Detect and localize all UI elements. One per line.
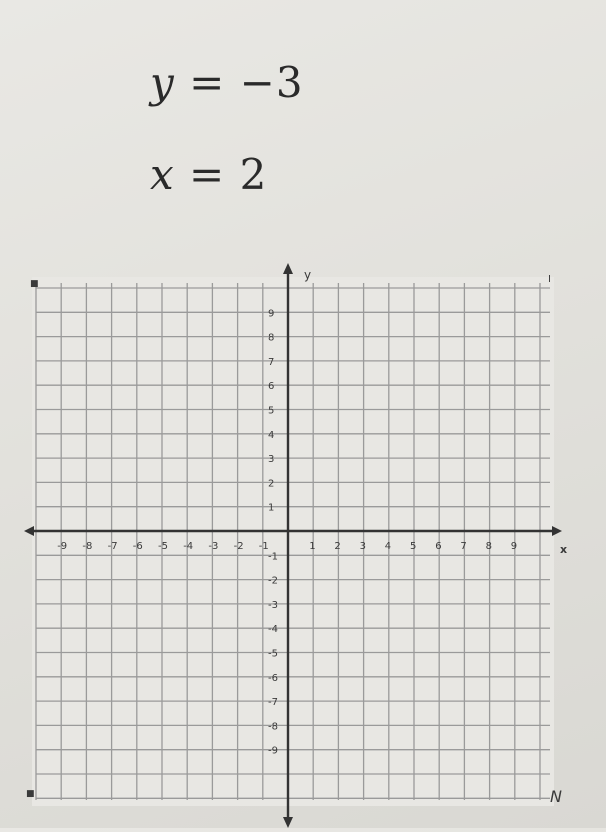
x-tick-label: -8 xyxy=(82,541,93,552)
y-tick-label: -1 xyxy=(268,551,278,563)
y-tick-label: 2 xyxy=(268,478,275,490)
x-tick-label: 6 xyxy=(435,541,442,552)
y-tick-label: -6 xyxy=(268,672,278,684)
y-axis-label: y xyxy=(304,268,312,282)
x-tick-label: -4 xyxy=(183,541,194,552)
x-tick-label: 7 xyxy=(460,541,467,552)
x-tick-label: -9 xyxy=(57,541,68,552)
margin-mark-bottom-left: ■ xyxy=(26,789,35,799)
x-tick-label: 3 xyxy=(359,541,366,552)
y-tick-label: 1 xyxy=(268,502,275,514)
y-tick-label: 4 xyxy=(268,429,275,441)
x-tick-label: 8 xyxy=(485,541,492,552)
x-tick-label: -1 xyxy=(258,541,269,552)
x-tick-label: -7 xyxy=(107,541,118,552)
y-tick-label: 3 xyxy=(268,454,275,466)
x-axis-arrow-right xyxy=(552,526,562,536)
y-tick-label: -4 xyxy=(268,624,278,636)
x-axis-label: x xyxy=(560,543,568,556)
equation-x-value: 2 xyxy=(239,150,268,199)
y-tick-label: -3 xyxy=(268,599,278,611)
equation-y-op: = xyxy=(189,58,226,107)
x-axis-arrow-left xyxy=(24,526,34,536)
x-tick-label: -5 xyxy=(158,541,168,552)
y-tick-label: -8 xyxy=(268,721,278,733)
x-tick-label: 9 xyxy=(510,541,518,552)
x-tick-label: -2 xyxy=(233,541,244,552)
equation-x-var: x xyxy=(150,150,175,199)
y-tick-label: 6 xyxy=(268,381,275,393)
equation-y-value: −3 xyxy=(239,58,304,107)
y-tick-label: 5 xyxy=(268,405,275,417)
y-axis-arrow-up xyxy=(283,263,293,274)
margin-mark-top-right: I xyxy=(548,274,551,285)
x-tick-label: -3 xyxy=(208,541,219,552)
y-tick-label: -9 xyxy=(268,745,278,757)
y-tick-label: -7 xyxy=(268,697,278,709)
equation-y-var: y xyxy=(150,58,175,107)
y-axis-arrow-down xyxy=(283,817,293,828)
x-tick-label: 5 xyxy=(410,541,417,552)
y-tick-label: 8 xyxy=(268,332,275,344)
equation-x-op: = xyxy=(189,150,226,199)
x-tick-label: 1 xyxy=(309,541,316,552)
margin-mark-top-left: ■ xyxy=(30,279,39,289)
x-tick-label: -6 xyxy=(132,541,143,552)
y-tick-label: -2 xyxy=(268,575,278,587)
y-tick-label: 7 xyxy=(268,356,275,368)
y-tick-label: -5 xyxy=(268,648,278,660)
x-tick-label: 4 xyxy=(384,541,392,552)
y-tick-label: 9 xyxy=(268,308,275,320)
x-tick-label: 2 xyxy=(334,541,341,552)
margin-mark-bottom-right: N xyxy=(550,787,562,806)
